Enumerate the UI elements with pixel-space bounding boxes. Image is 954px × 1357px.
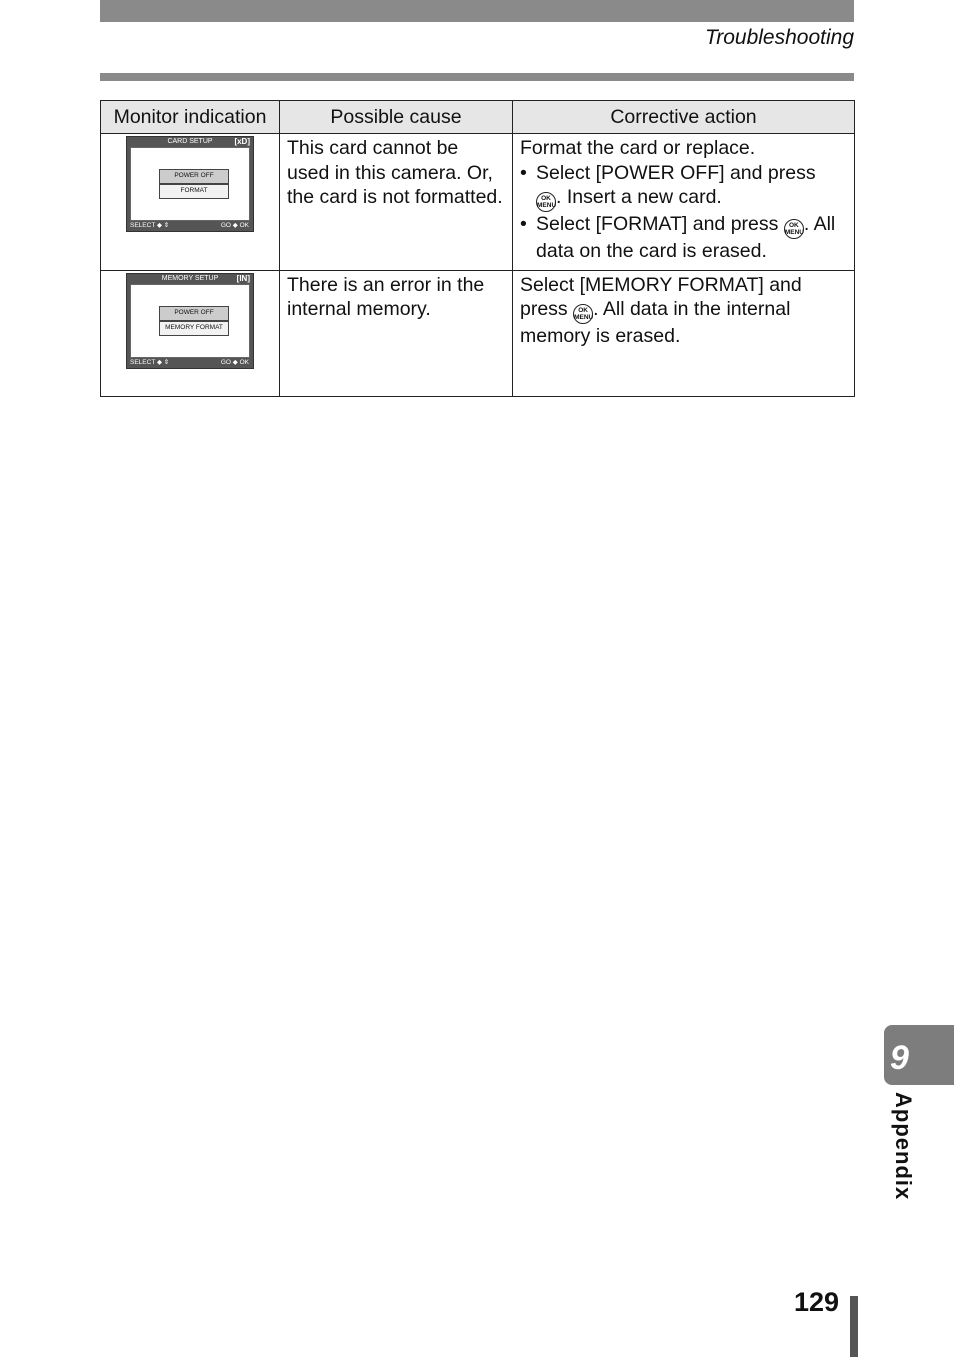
menu-option: FORMAT — [159, 184, 229, 199]
table-row — [101, 270, 855, 396]
table-header-row — [101, 101, 855, 134]
possible-cause-cell: There is an error in the internal memory. — [280, 270, 513, 396]
page-number: 129 — [794, 1287, 840, 1317]
ok-menu-button-icon: OK MENU — [784, 219, 804, 239]
action-bullet: • Select [FORMAT] and press OK MENU. All data on the card is erased. — [520, 213, 836, 262]
table-row — [101, 134, 855, 271]
screen-title: MEMORY SETUP — [161, 274, 219, 282]
chapter-label: Appendix — [891, 1092, 916, 1201]
camera-screen-memory-setup — [126, 273, 254, 369]
screen-footer-left: SELECT ◆ ⇕ — [130, 358, 170, 366]
possible-cause-cell: This card cannot be used in this camera. Or, the card is not formatted. — [280, 134, 513, 271]
bullet-text: . All data on the card is erased. — [536, 213, 836, 262]
action-bullet: • Select [POWER OFF] and press OK MENU. Insert a new card. — [520, 161, 847, 213]
corrective-action-cell — [513, 134, 855, 271]
menu-option: POWER OFF — [159, 306, 229, 321]
page-bar — [850, 1296, 858, 1357]
screen-footer-right: GO ◆ OK — [220, 222, 249, 229]
bullet-text: . Insert a new card. — [556, 186, 722, 208]
header-bar — [100, 0, 854, 22]
menu-option: POWER OFF — [159, 169, 229, 184]
screen-title: CARD SETUP — [167, 138, 213, 145]
ok-menu-button-icon: OK MENU — [573, 304, 593, 324]
monitor-indication-cell — [101, 270, 280, 396]
corrective-action-cell — [513, 270, 855, 396]
chapter-number: 9 — [890, 1039, 909, 1077]
section-title: Troubleshooting — [704, 26, 854, 49]
chapter-tab — [884, 1025, 954, 1085]
action-intro: Format the card or replace. — [520, 137, 756, 159]
media-icon: [xD] — [234, 137, 250, 146]
bullet-text: Select [FORMAT] and press — [536, 213, 779, 235]
screen-footer-right: GO ◆ OK — [220, 358, 249, 366]
column-header: Corrective action — [513, 101, 855, 134]
menu-option: MEMORY FORMAT — [159, 321, 229, 336]
action-text: Select [MEMORY FORMAT] and press — [520, 273, 802, 320]
monitor-indication-cell — [101, 134, 280, 271]
media-icon: [IN] — [236, 273, 250, 283]
bullet-text: Select [POWER OFF] and press — [536, 161, 816, 184]
ok-menu-button-icon: OK MENU — [536, 192, 556, 212]
header-rule — [100, 73, 854, 81]
screen-footer-left: SELECT ◆ ⇕ — [130, 222, 170, 229]
screen-menu-area — [130, 147, 250, 221]
troubleshooting-table — [100, 100, 855, 397]
camera-screen-card-setup — [126, 136, 254, 232]
column-header: Possible cause — [280, 101, 513, 134]
column-header: Monitor indication — [101, 101, 280, 134]
screen-menu-area — [130, 284, 250, 358]
action-text: . All data in the internal memory is erased. — [520, 298, 791, 347]
